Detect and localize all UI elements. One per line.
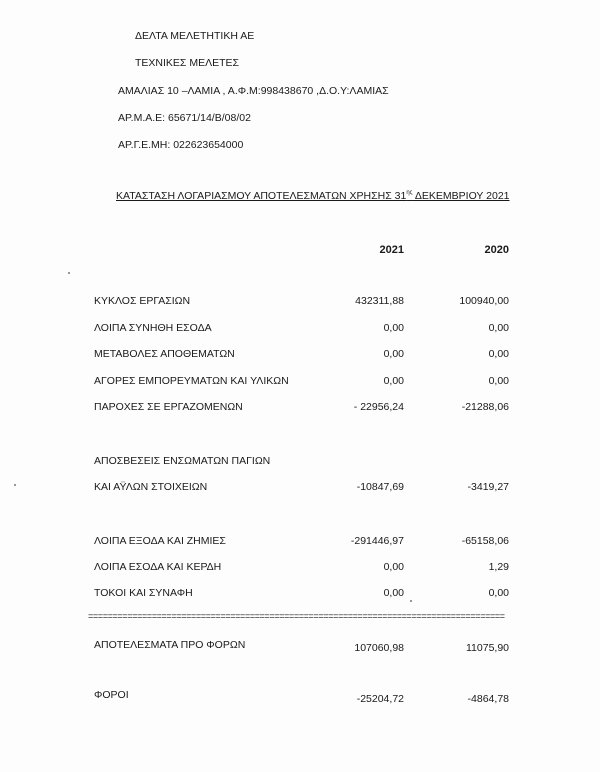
statement-title (116, 190, 510, 202)
title-main: ΚΑΤΑΣΤΑΣΗ ΛΟΓΑΡΙΑΣΜΟΥ ΑΠΟΤΕΛΕΣΜΑΤΩΝ ΧΡΗΣΗΣ 31 (116, 190, 407, 202)
row-label: ΤΟΚΟΙ ΚΑΙ ΣΥΝΑΦΗ (94, 587, 193, 599)
row-label: ΚΥΚΛΟΣ ΕΡΓΑΣΙΩΝ (94, 295, 191, 307)
company-name: ΔΕΛΤΑ ΜΕΛΕΤΗΤΙΚΗ ΑΕ (135, 30, 255, 42)
row-value-2021: 0,00 (383, 348, 404, 360)
row-label: ΠΑΡΟΧΕΣ ΣΕ ΕΡΓΑΖΟΜΕΝΩΝ (94, 401, 243, 413)
row-value-2020: 11075,90 (465, 642, 509, 654)
row-label: ΦΟΡΟΙ (94, 689, 129, 701)
row-value-2020: 100940,00 (459, 295, 509, 307)
title-sup: ης (406, 190, 413, 196)
armae-number: ΑΡ.Μ.Α.Ε: 65671/14/Β/08/02 (118, 112, 251, 124)
row-value-2021: 432311,88 (355, 295, 404, 307)
row-label: ΛΟΙΠΑ ΕΞΟΔΑ ΚΑΙ ΖΗΜΙΕΣ (94, 535, 226, 547)
row-value-2021: -10847,69 (356, 481, 404, 493)
row-value-2020: 0,00 (488, 375, 509, 387)
row-label: ΛΟΙΠΑ ΣΥΝΗΘΗ ΕΣΟΔΑ (94, 322, 212, 334)
row-value-2020: -21288,06 (461, 401, 509, 413)
row-value-2020: -4864,78 (467, 693, 509, 705)
row-value-2020: 0,00 (488, 587, 509, 599)
row-value-2021: 0,00 (383, 322, 404, 334)
separator-line: ===================================================================================== (88, 612, 505, 622)
column-header-2020: 2020 (484, 244, 509, 256)
scan-speck (14, 484, 16, 486)
company-activity: ΤΕΧΝΙΚΕΣ ΜΕΛΕΤΕΣ (135, 57, 240, 69)
row-label: ΛΟΙΠΑ ΕΣΟΔΑ ΚΑΙ ΚΕΡΔΗ (94, 561, 222, 573)
row-value-2021: - 22956,24 (353, 401, 404, 413)
row-value-2021: 0,00 (383, 375, 404, 387)
row-value-2021: 0,00 (383, 561, 404, 573)
row-value-2020: -3419,27 (467, 481, 509, 493)
scan-speck (410, 600, 412, 602)
title-rest: ΔΕΚΕΜΒΡΙΟΥ 2021 (412, 190, 510, 202)
row-value-2020: -65158,06 (461, 535, 509, 547)
row-label: ΑΠΟΤΕΛΕΣΜΑΤΑ ΠΡΟ ΦΟΡΩΝ (94, 639, 246, 651)
company-address: ΑΜΑΛΙΑΣ 10 –ΛΑΜΙΑ , Α.Φ.Μ:998438670 ,Δ.Ο.Υ:ΛΑΜΙΑΣ (118, 85, 389, 97)
row-label: ΑΓΟΡΕΣ ΕΜΠΟΡΕΥΜΑΤΩΝ ΚΑΙ ΥΛΙΚΩΝ (94, 375, 289, 387)
row-value-2021: 0,00 (383, 587, 404, 599)
row-value-2021: -291446,97 (350, 535, 404, 547)
row-label: ΜΕΤΑΒΟΛΕΣ ΑΠΟΘΕΜΑΤΩΝ (94, 348, 235, 360)
row-value-2021: -25204,72 (356, 693, 404, 705)
row-value-2020: 0,00 (488, 348, 509, 360)
row-label: ΚΑΙ ΑΫΛΩΝ ΣΤΟΙΧΕΙΩΝ (94, 481, 208, 493)
column-header-2021: 2021 (379, 244, 404, 256)
row-value-2020: 1,29 (488, 561, 509, 573)
argemi-number: ΑΡ.Γ.Ε.ΜΗ: 022623654000 (118, 139, 244, 151)
row-value-2020: 0,00 (488, 322, 509, 334)
row-value-2021: 107060,98 (354, 642, 404, 654)
scan-speck (68, 272, 70, 274)
row-label: ΑΠΟΣΒΕΣΕΙΣ ΕΝΣΩΜΑΤΩΝ ΠΑΓΙΩΝ (94, 455, 271, 467)
